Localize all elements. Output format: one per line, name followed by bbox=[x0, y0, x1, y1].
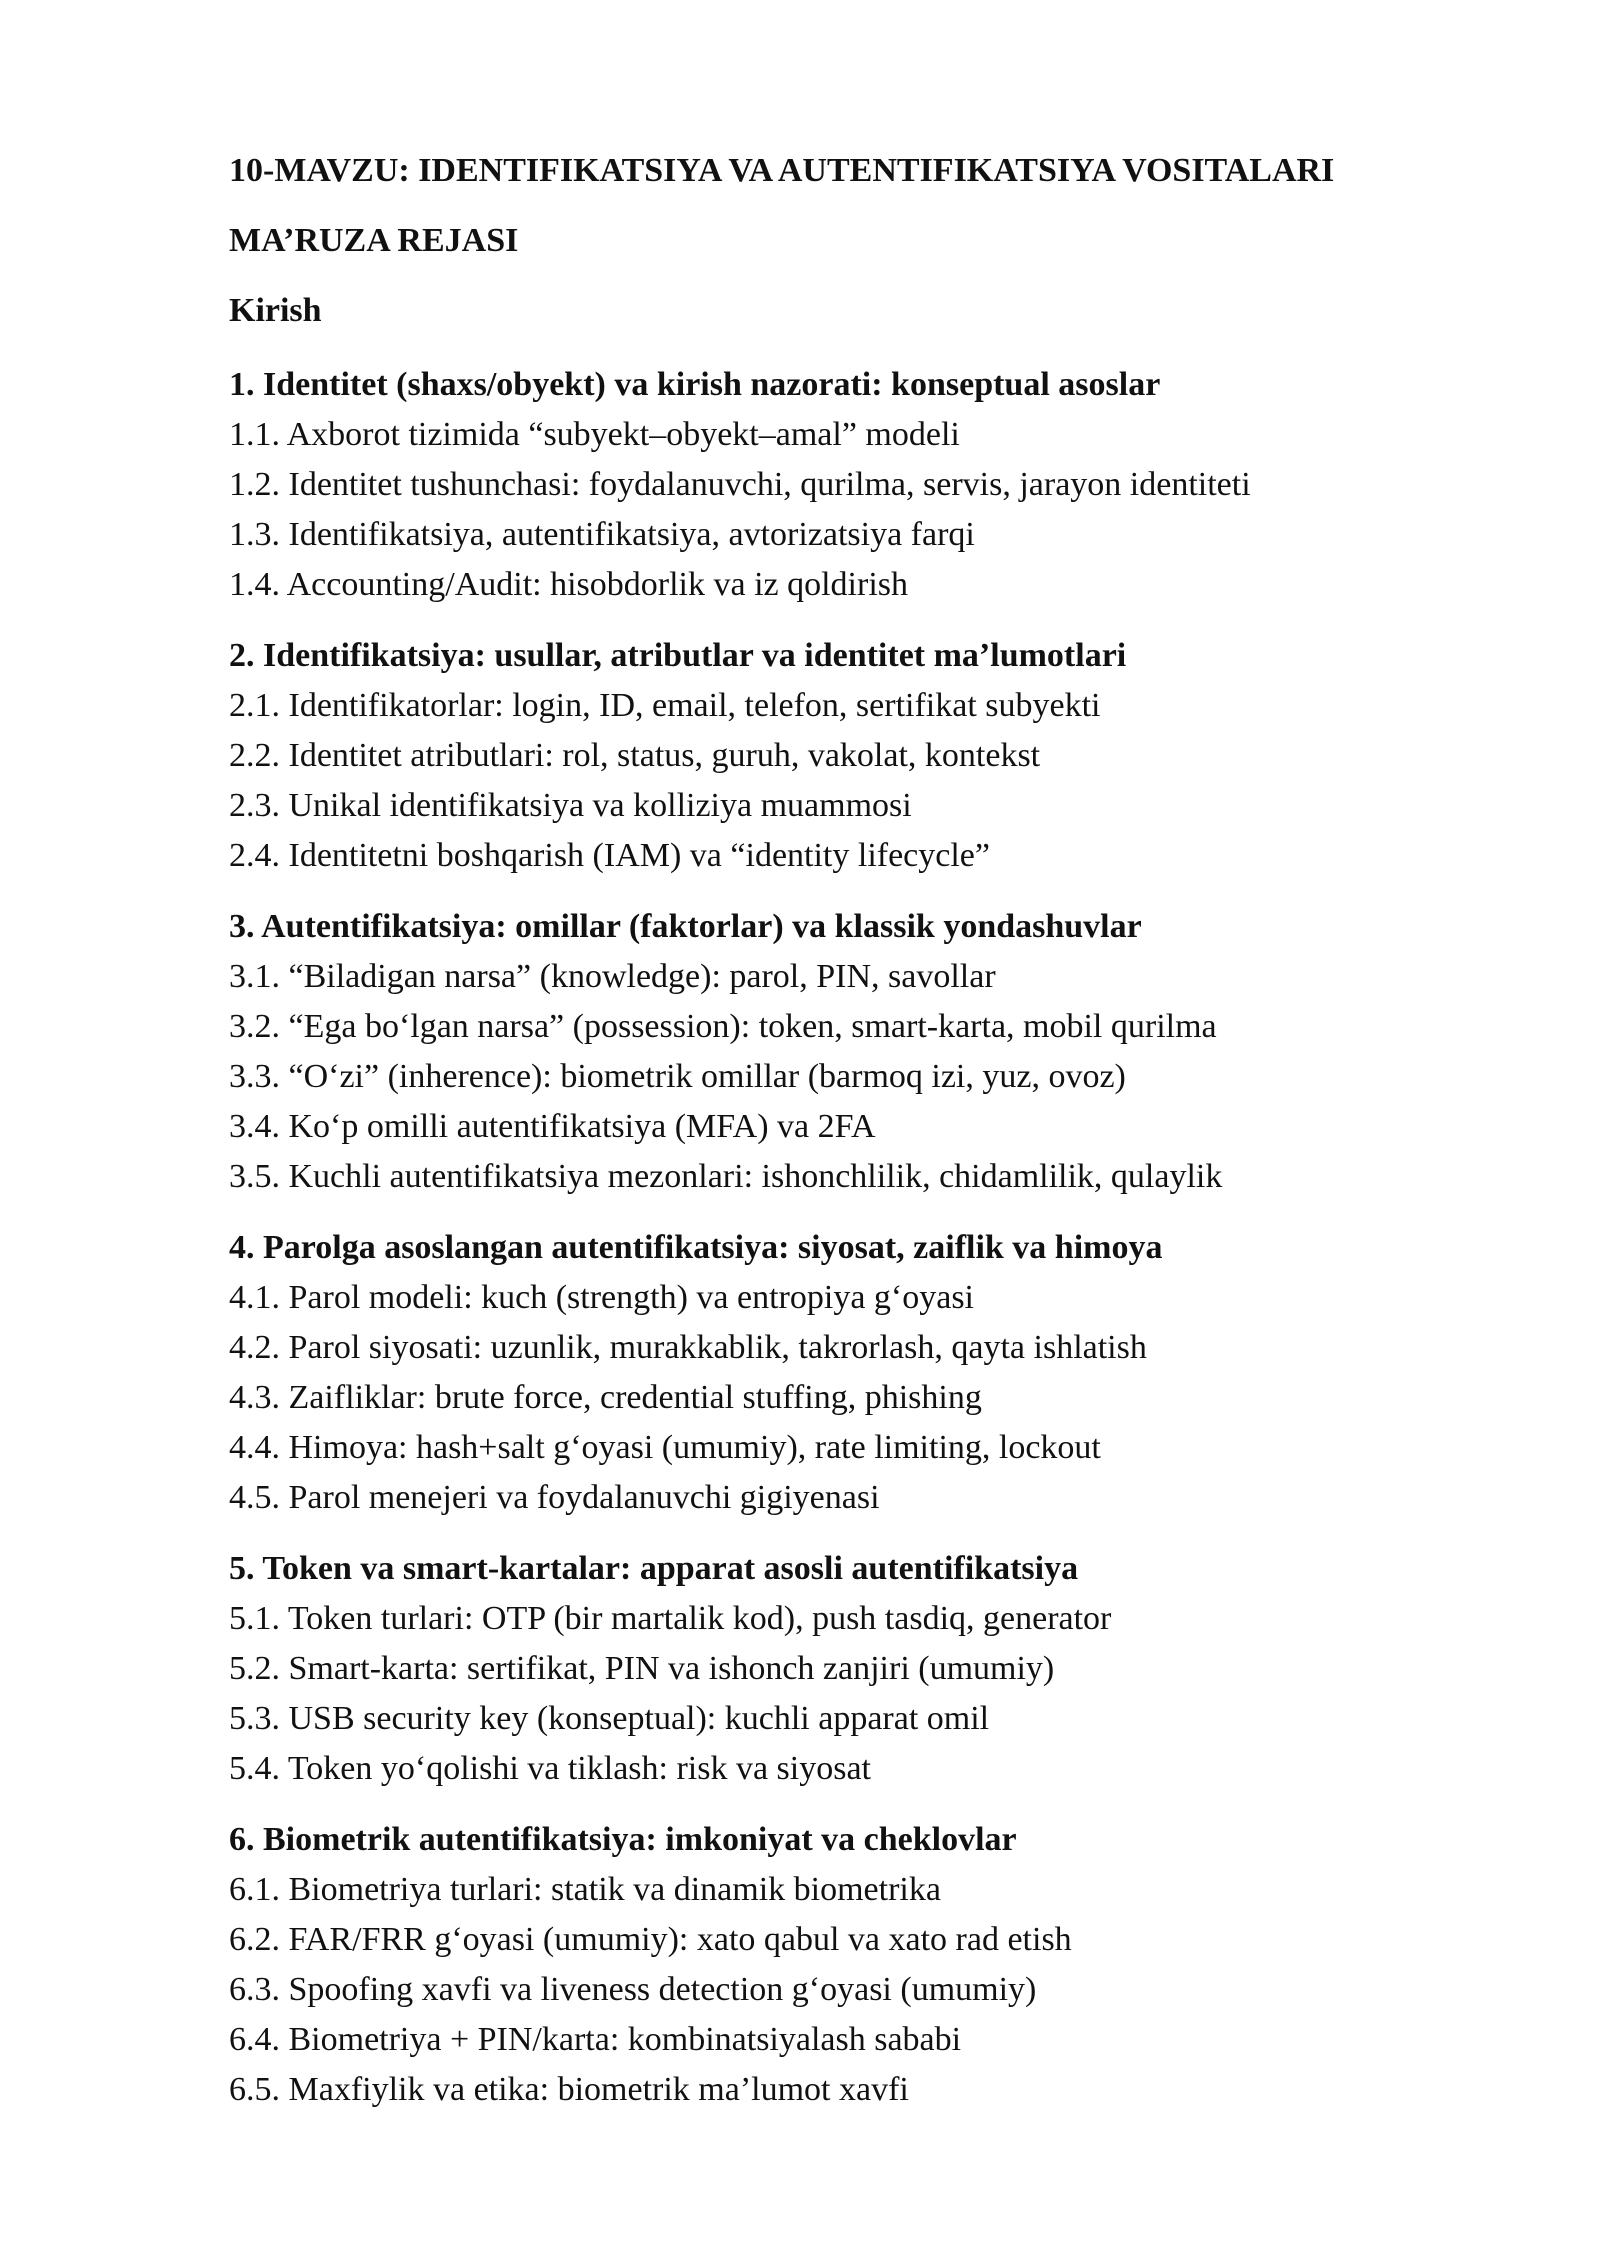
intro-heading: Kirish bbox=[229, 292, 322, 329]
list-item: 1.1. Axborot tizimida “subyekt–obyekt–amal” modeli bbox=[229, 416, 960, 453]
list-item: 6.1. Biometriya turlari: statik va dinamik biometrika bbox=[229, 1871, 941, 1908]
section-2 bbox=[229, 631, 1529, 881]
list-item: 5.2. Smart-karta: sertifikat, PIN va ishonch zanjiri (umumiy) bbox=[229, 1650, 1055, 1687]
section-items bbox=[229, 1273, 1529, 1523]
list-item: 2.1. Identifikatorlar: login, ID, email, telefon, sertifikat subyekti bbox=[229, 687, 1101, 724]
list-item: 6.3. Spoofing xavfi va liveness detection g‘oyasi (umumiy) bbox=[229, 1971, 1037, 2008]
section-6 bbox=[229, 1815, 1529, 2115]
document-title: 10-MAVZU: IDENTIFIKATSIYA VA AUTENTIFIKATSIYA VOSITALARI bbox=[229, 152, 1335, 189]
section-heading: 5. Token va smart-kartalar: apparat asosli autentifikatsiya bbox=[229, 1550, 1079, 1587]
list-item: 4.4. Himoya: hash+salt g‘oyasi (umumiy), rate limiting, lockout bbox=[229, 1429, 1101, 1466]
list-item: 1.3. Identifikatsiya, autentifikatsiya, avtorizatsiya farqi bbox=[229, 516, 975, 553]
list-item: 5.3. USB security key (konseptual): kuchli apparat omil bbox=[229, 1700, 990, 1737]
section-5 bbox=[229, 1544, 1529, 1794]
list-item: 1.4. Accounting/Audit: hisobdorlik va iz qoldirish bbox=[229, 566, 909, 603]
section-items bbox=[229, 1865, 1529, 2115]
section-items bbox=[229, 410, 1529, 610]
list-item: 6.2. FAR/FRR g‘oyasi (umumiy): xato qabul va xato rad etish bbox=[229, 1921, 1072, 1958]
section-heading: 4. Parolga asoslangan autentifikatsiya: siyosat, zaiflik va himoya bbox=[229, 1229, 1163, 1266]
list-item: 5.4. Token yo‘qolishi va tiklash: risk va siyosat bbox=[229, 1750, 871, 1787]
list-item: 6.5. Maxfiylik va etika: biometrik ma’lumot xavfi bbox=[229, 2071, 909, 2108]
list-item: 3.3. “O‘zi” (inherence): biometrik omillar (barmoq izi, yuz, ovoz) bbox=[229, 1058, 1126, 1095]
list-item: 3.4. Ko‘p omilli autentifikatsiya (MFA) va 2FA bbox=[229, 1108, 876, 1145]
section-items bbox=[229, 681, 1529, 881]
section-1 bbox=[229, 360, 1529, 610]
section-3 bbox=[229, 902, 1529, 1202]
section-heading: 2. Identifikatsiya: usullar, atributlar va identitet ma’lumotlari bbox=[229, 637, 1127, 674]
list-item: 2.3. Unikal identifikatsiya va kolliziya muammosi bbox=[229, 787, 912, 824]
list-item: 5.1. Token turlari: OTP (bir martalik kod), push tasdiq, generator bbox=[229, 1600, 1112, 1637]
list-item: 4.3. Zaifliklar: brute force, credential stuffing, phishing bbox=[229, 1379, 982, 1416]
list-item: 4.5. Parol menejeri va foydalanuvchi gigiyenasi bbox=[229, 1479, 880, 1516]
list-item: 3.2. “Ega bo‘lgan narsa” (possession): token, smart-karta, mobil qurilma bbox=[229, 1008, 1217, 1045]
list-item: 4.2. Parol siyosati: uzunlik, murakkablik, takrorlash, qayta ishlatish bbox=[229, 1329, 1147, 1366]
plan-heading: MA’RUZA REJASI bbox=[229, 222, 519, 259]
section-items bbox=[229, 952, 1529, 1202]
section-heading: 6. Biometrik autentifikatsiya: imkoniyat va cheklovlar bbox=[229, 1821, 1017, 1858]
section-items bbox=[229, 1594, 1529, 1794]
section-4 bbox=[229, 1223, 1529, 1523]
section-heading: 1. Identitet (shaxs/obyekt) va kirish nazorati: konseptual asoslar bbox=[229, 366, 1161, 403]
list-item: 3.1. “Biladigan narsa” (knowledge): parol, PIN, savollar bbox=[229, 958, 996, 995]
list-item: 1.2. Identitet tushunchasi: foydalanuvchi, qurilma, servis, jarayon identiteti bbox=[229, 466, 1251, 503]
section-heading: 3. Autentifikatsiya: omillar (faktorlar) va klassik yondashuvlar bbox=[229, 908, 1142, 945]
list-item: 2.4. Identitetni boshqarish (IAM) va “identity lifecycle” bbox=[229, 837, 990, 874]
list-item: 6.4. Biometriya + PIN/karta: kombinatsiyalash sababi bbox=[229, 2021, 962, 2058]
document-page bbox=[229, 150, 1529, 2136]
list-item: 2.2. Identitet atributlari: rol, status, guruh, vakolat, kontekst bbox=[229, 737, 1041, 774]
list-item: 3.5. Kuchli autentifikatsiya mezonlari: ishonchlilik, chidamlilik, qulaylik bbox=[229, 1158, 1223, 1195]
list-item: 4.1. Parol modeli: kuch (strength) va entropiya g‘oyasi bbox=[229, 1279, 974, 1316]
